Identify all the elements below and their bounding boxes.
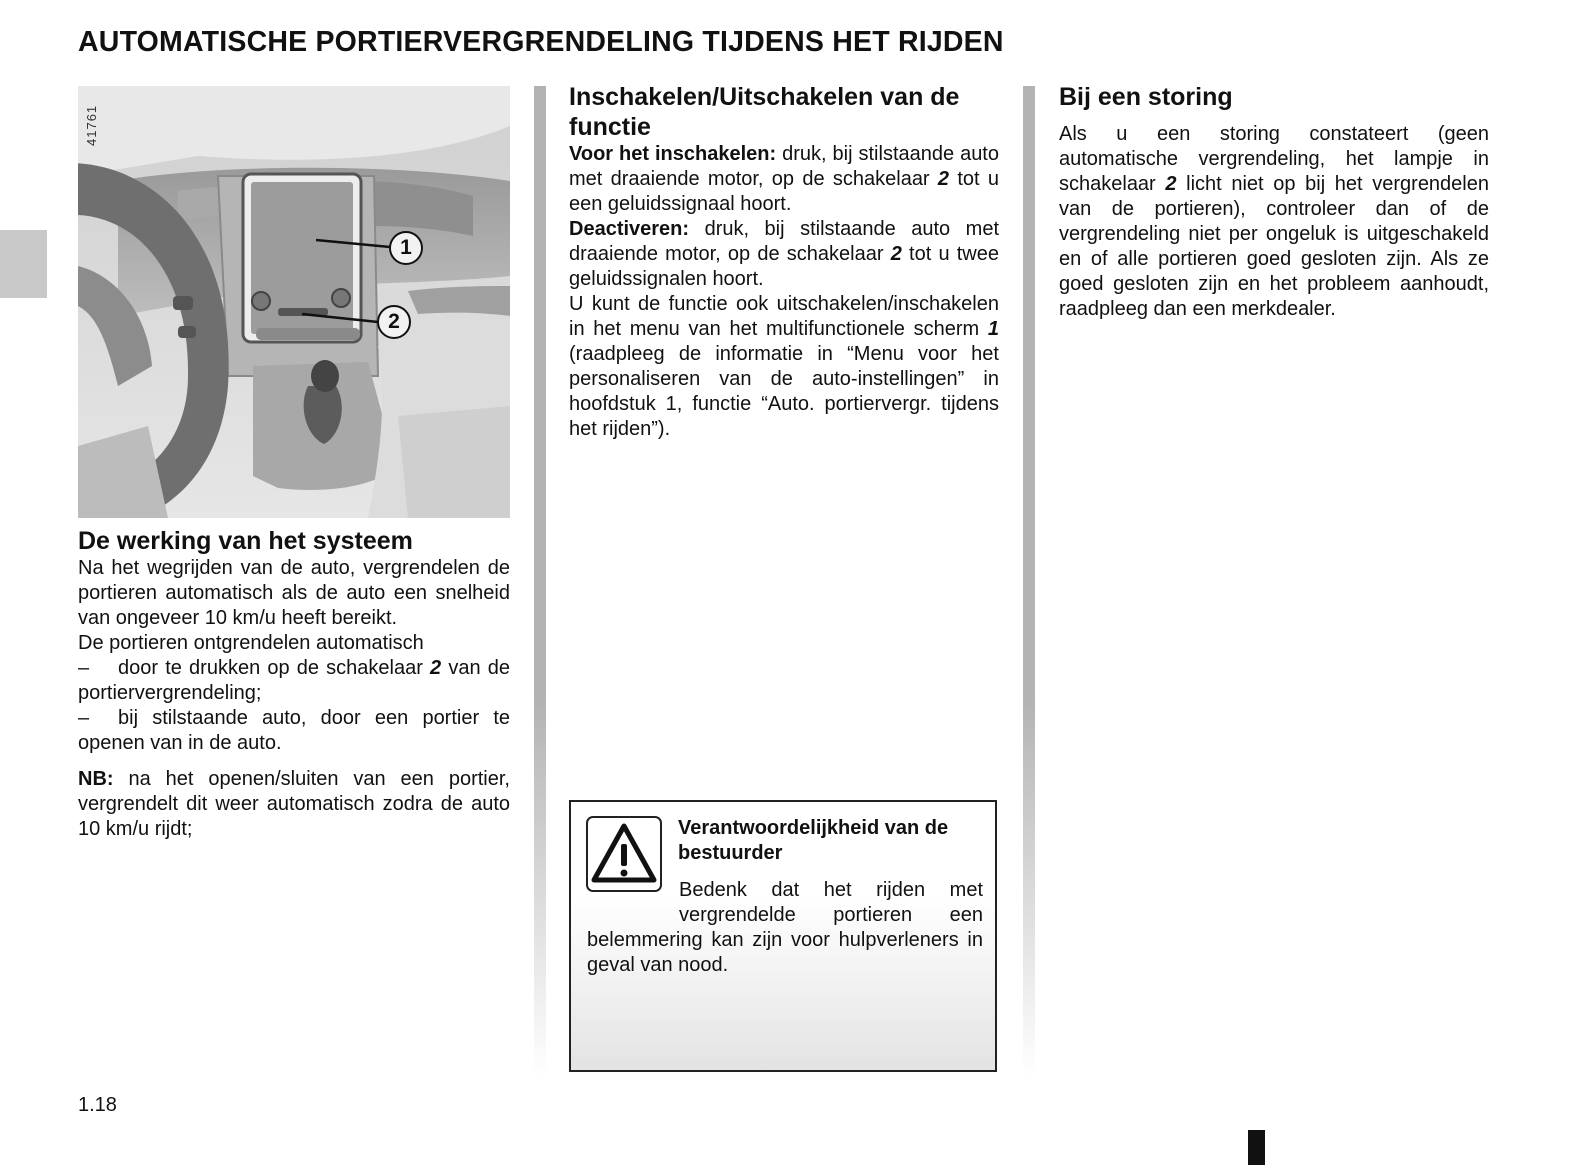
disable-text: tot u twee geluidssignalen hoort. xyxy=(569,243,999,290)
callout-2: 2 xyxy=(377,305,411,339)
disable-text: druk, bij stilstaande auto met draaiende motor, op de schakelaar xyxy=(569,218,999,265)
list-item-door xyxy=(78,706,510,756)
para-menu xyxy=(569,292,999,442)
column-1 xyxy=(78,526,510,842)
menu-text: (raadpleeg de informatie in “Menu voor het personaliseren van de auto-instellingen” in hoofdstuk 1, functie “Auto. portiervergr. tijdens het rijden”). xyxy=(569,343,999,440)
screen-ref: 1 xyxy=(987,318,999,340)
switch-ref: 2 xyxy=(937,168,950,190)
item-text: van de portiervergrendeling; xyxy=(78,657,510,704)
warning-title: Verantwoordelijkheid van de bestuurder xyxy=(678,817,949,864)
malfunction-text: licht niet op bij het vergrendelen van de portieren), controleer dan of de vergrendeling niet per ongeluk is uitgeschakeld en of alle portieren goed gesloten zijn. Als ze goed gesloten zijn en het probleem aanhoudt, raadpleeg dan een merkdealer. xyxy=(1059,173,1489,320)
warning-text-wrap xyxy=(587,878,983,978)
malfunction-text: Als u een storing constateert (geen automatische vergrendeling, het lampje in schakelaar xyxy=(1059,123,1489,195)
warning-box xyxy=(569,800,997,1072)
switch-ref: 2 xyxy=(1165,173,1177,195)
nb-text: na het openen/sluiten van een portier, vergrendelt dit weer automatisch zodra de auto 10 km/u rijdt; xyxy=(78,768,510,840)
page-title: AUTOMATISCHE PORTIERVERGRENDELING TIJDENS HET RIJDEN xyxy=(78,26,1004,58)
switch-ref: 2 xyxy=(890,243,902,265)
nb-label: NB: xyxy=(78,768,114,790)
heading-malfunction: Bij een storing xyxy=(1059,83,1233,111)
column-divider xyxy=(1023,86,1035,1076)
disable-label: Deactiveren: xyxy=(569,218,690,240)
para-disable xyxy=(569,217,999,292)
para-unlock-intro: De portieren ontgrendelen automatisch xyxy=(78,632,424,654)
callout-1: 1 xyxy=(389,231,423,265)
item-text: door te drukken op de schakelaar xyxy=(118,657,431,679)
warning-text: Bedenk dat het rijden met vergrendelde portieren een belemmering kan zijn voor hulpverleners in geval van nood. xyxy=(587,879,983,976)
enable-text: druk, bij stilstaande auto met draaiende motor, op de schakelaar xyxy=(569,143,999,190)
para-malfunction xyxy=(1059,122,1489,322)
para-enable xyxy=(569,142,999,217)
enable-label: Voor het inschakelen: xyxy=(569,143,777,165)
page-edge-marker xyxy=(1248,1130,1265,1165)
heading-system-operation: De werking van het systeem xyxy=(78,527,413,555)
menu-text: U kunt de functie ook uitschakelen/inschakelen in het menu van het multifunctionele scherm xyxy=(569,293,999,340)
column-3 xyxy=(1059,82,1489,322)
chapter-tab xyxy=(0,230,47,298)
page-number: 1.18 xyxy=(78,1094,117,1116)
column-divider xyxy=(534,86,546,1076)
dash: – xyxy=(78,657,90,679)
list-item-switch xyxy=(78,656,510,706)
dashboard-illustration xyxy=(78,86,510,518)
switch-ref: 2 xyxy=(430,657,442,679)
enable-text: tot u een geluidssignaal hoort. xyxy=(569,168,999,215)
para-drive-away: Na het wegrijden van de auto, vergrendelen de portieren automatisch als de auto een snelheid van ongeveer 10 km/u heeft bereikt. xyxy=(78,557,510,629)
dash: – xyxy=(78,707,90,729)
heading-enable-disable: Inschakelen/Uitschakelen van de functie xyxy=(569,83,960,141)
para-nb xyxy=(78,767,510,842)
figure-id: 41761 xyxy=(84,104,99,146)
item-text: bij stilstaande auto, door een portier te openen van in de auto. xyxy=(78,707,510,754)
column-2 xyxy=(569,82,999,442)
